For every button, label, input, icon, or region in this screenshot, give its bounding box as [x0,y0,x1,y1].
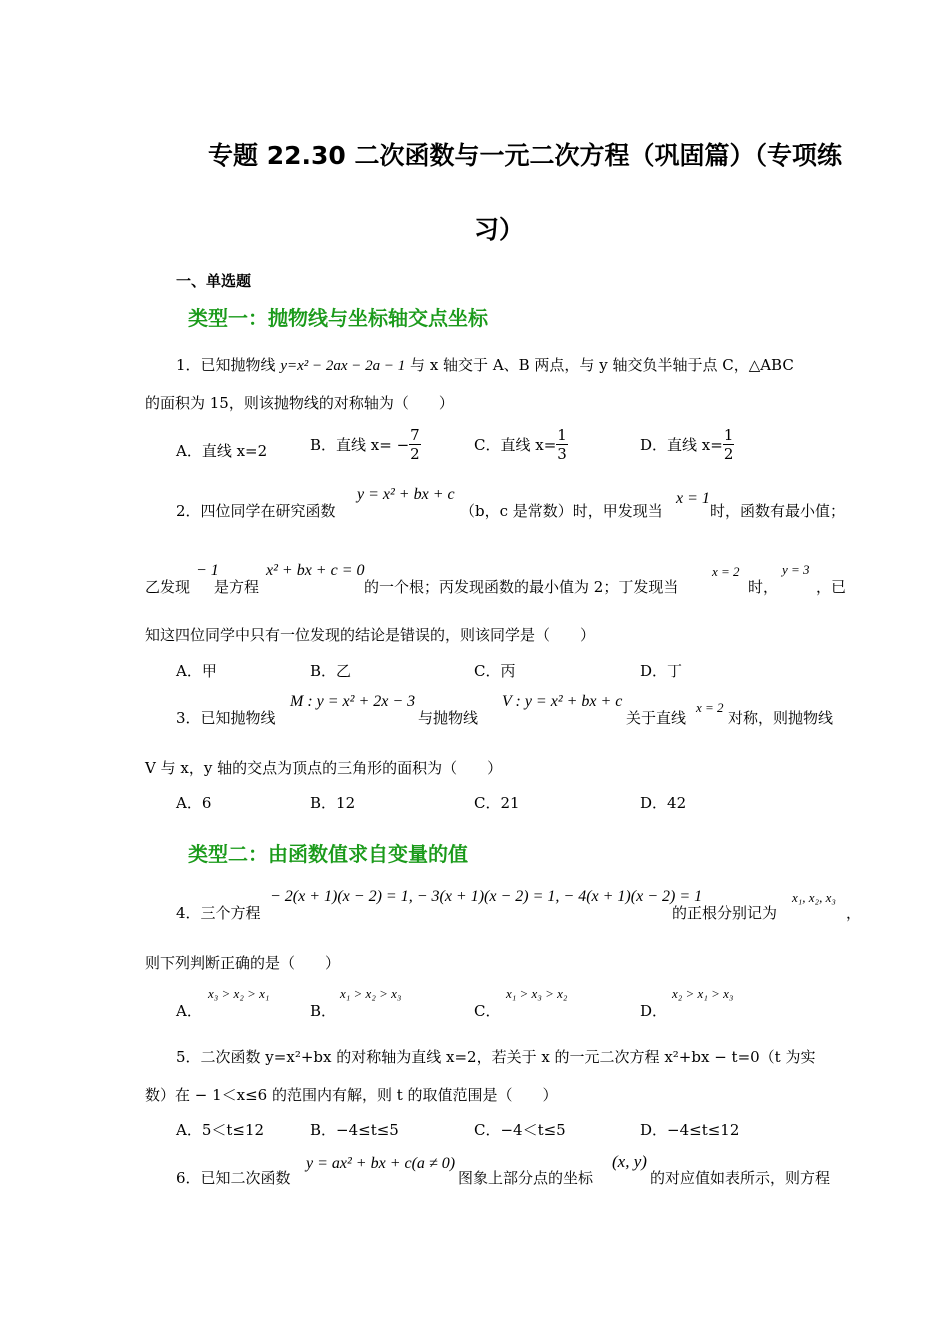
question-4-option-a: A． [176,1002,202,1020]
question-4-roots: x₁, x₂, x₃ [792,890,836,905]
question-2-function: y = x² + bx + c [357,486,455,503]
question-4-option-d-expr: x₂ > x₁ > x₃ [672,986,734,1001]
question-2-minus-one: − 1 [196,562,219,579]
question-1-option-c: C．直线 x= $\frac{1}{3}$ [474,426,567,463]
question-3-parabola-v: V : y = x² + bx + c [502,693,623,710]
type-heading-1: 类型一：抛物线与坐标轴交点坐标 [188,306,488,330]
question-3-option-b: B．12 [310,794,356,812]
question-1-line-1: 1．已知抛物线 y=x² − 2ax − 2a − 1 与 x 轴交于 A、B 两点，与 y 轴交负半轴于点 C，△ABC [176,356,794,374]
question-4-line-2: 则下列判断正确的是（ ） [145,954,341,972]
question-2-text-h: ，已 [816,578,847,596]
question-5-option-d: D．−4≤t≤12 [640,1121,740,1139]
question-2-text-c: 时，函数有最小值； [710,502,846,520]
question-1-option-d: D．直线 x= $\frac{1}{2}$ [640,426,734,463]
question-2-option-c: C．丙 [474,662,516,680]
question-5-option-c: C．−4＜t≤5 [474,1121,566,1139]
question-2-x-eq-2: x = 2 [712,564,740,579]
question-1-line-2: 的面积为 15，则该抛物线的对称轴为（ ） [145,394,454,412]
question-4-text-a: 4．三个方程 [176,904,261,922]
question-3-line-2: V 与 x，y 轴的交点为顶点的三角形的面积为（ ） [145,759,503,777]
question-2-text-a: 2．四位同学在研究函数 [176,502,336,520]
question-3-text-a: 3．已知抛物线 [176,709,276,727]
question-5-option-b: B．−4≤t≤5 [310,1121,399,1139]
question-2-option-b: B．乙 [310,662,352,680]
question-2-text-d: 乙发现 [145,578,191,596]
question-1-option-b: B．直线 x= − $\frac{7}{2}$ [310,426,420,463]
question-3-parabola-m: M : y = x² + 2x − 3 [290,693,416,710]
question-3-text-d: 对称，则抛物线 [728,709,834,727]
question-3-option-c: C．21 [474,794,520,812]
section-heading: 一、单选题 [176,272,252,290]
question-6-text-a: 6．已知二次函数 [176,1169,291,1187]
question-2-text-f: 的一个根；丙发现函数的最小值为 2；丁发现当 [364,578,679,596]
question-4-option-b: B． [310,1002,337,1020]
question-2-line-3: 知这四位同学中只有一位发现的结论是错误的，则该同学是（ ） [145,626,596,644]
question-3-option-d: D．42 [640,794,687,812]
question-2-option-a: A．甲 [176,662,217,680]
question-6-text-c: 的对应值如表所示，则方程 [650,1169,831,1187]
question-4-option-b-expr: x₁ > x₂ > x₃ [340,986,402,1001]
question-4-equations: − 2(x + 1)(x − 2) = 1, − 3(x + 1)(x − 2) = 1, − 4(x + 1)(x − 2) = 1 [270,888,703,905]
question-5-line-2: 数）在 − 1＜x≤6 的范围内有解，则 t 的取值范围是（ ） [145,1086,558,1104]
question-2-option-d: D．丁 [640,662,683,680]
question-3-text-b: 与抛物线 [418,709,479,727]
question-2-text-b: （b，c 是常数）时，甲发现当 [460,502,663,520]
question-4-option-c-expr: x₁ > x₃ > x₂ [506,986,568,1001]
question-2-x-eq-1: x = 1 [676,490,710,507]
question-3-text-c: 关于直线 [626,709,687,727]
question-6-point: (x, y) [612,1152,647,1171]
question-4-text-b: 的正根分别记为 [672,904,778,922]
question-1-option-a: A．直线 x=2 [176,442,268,460]
question-6-function: y = ax² + bx + c(a ≠ 0) [306,1155,456,1172]
question-3-option-a: A．6 [176,794,212,812]
question-2-y-eq-3: y = 3 [782,562,810,577]
question-4-text-c: ， [846,904,862,922]
question-5-option-a: A．5＜t≤12 [176,1121,265,1139]
page-title: 专题 22.30 二次函数与一元二次方程（巩固篇）（专项练 [208,141,842,170]
question-2-text-e: 是方程 [214,578,260,596]
question-2-text-g: 时， [748,578,779,596]
type-heading-2: 类型二：由函数值求自变量的值 [188,842,468,866]
question-4-option-d: D． [640,1002,668,1020]
question-4-option-c: C． [474,1002,501,1020]
question-6-text-b: 图象上部分点的坐标 [458,1169,594,1187]
page-title-continued: 习） [474,215,525,244]
question-2-equation: x² + bx + c = 0 [266,562,365,579]
question-5-line-1: 5．二次函数 y=x²+bx 的对称轴为直线 x=2，若关于 x 的一元二次方程 x²+bx − t=0（t 为实 [176,1048,816,1066]
question-4-option-a-expr: x₃ > x₂ > x₁ [208,986,270,1001]
question-3-line-x-eq-2: x = 2 [696,700,724,715]
